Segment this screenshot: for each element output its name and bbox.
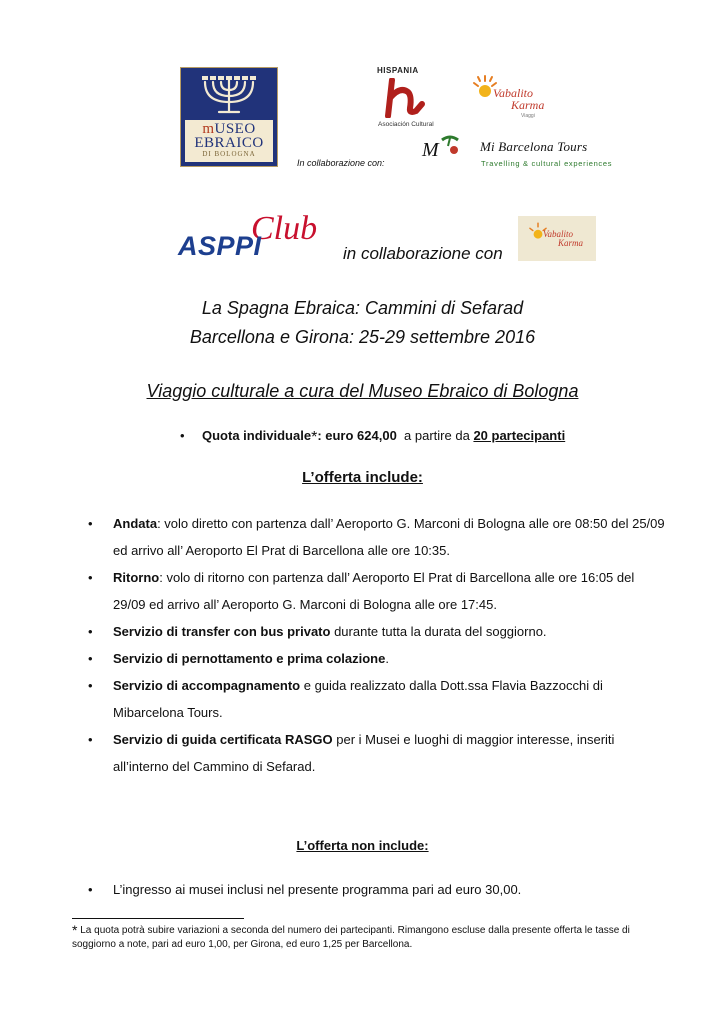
bullet-icon: • [88, 732, 93, 747]
title-line-3: Viaggio culturale a cura del Museo Ebraico di Bologna [146, 381, 579, 401]
item-text: : volo di ritorno con partenza dall’ Aeroporto El Prat di Barcellona alle ore 16:05 del 29/09 ed arrivo all’ Aeroporto G. Marconi di Bologna alle ore 17:45. [113, 570, 635, 612]
vabalito-line1: Vabalito [493, 86, 534, 100]
bullet-icon: • [180, 428, 185, 443]
bullet-icon: • [88, 624, 93, 639]
item-bold: Servizio di guida certificata RASGO [113, 732, 333, 747]
title-line-2: Barcellona e Girona: 25-29 settembre 2016 [189, 327, 536, 347]
collaboration-label: in collaborazione con [343, 244, 503, 263]
list-item [88, 564, 668, 618]
footnote-star: * [72, 922, 78, 938]
hispania-title: HISPANIA [377, 66, 419, 75]
bullet-icon: • [88, 516, 93, 531]
includes-heading: L’offerta include: [302, 469, 423, 486]
item-bold: Servizio di pernottamento e prima colazione [113, 651, 386, 666]
item-text: e guida realizzato dalla Dott.ssa Flavia Bazzocchi di Mibarcelona Tours. [113, 678, 603, 720]
museo-wordmark-useo: USEO [214, 121, 256, 137]
hispania-subtitle: Asociación Cultural [378, 121, 434, 128]
item-text: durante tutta la durata del soggiorno. [330, 624, 547, 639]
vabalito-small-line2: Karma [558, 238, 584, 248]
svg-text:M: M [422, 139, 439, 161]
museo-wordmark-ebraico: EBRAICO [194, 135, 264, 151]
collaboration-label-small: In collaborazione con: [297, 158, 385, 168]
list-item [88, 645, 668, 672]
bullet-icon: • [88, 570, 93, 585]
list-item [88, 726, 668, 780]
item-bold: Ritorno [113, 570, 160, 585]
mibarcelona-tagline: Travelling & cultural experiences [481, 159, 613, 168]
asppi-wordmark: ASPPI [178, 231, 262, 261]
quota-star: * [311, 429, 318, 446]
item-bold: Servizio di accompagnamento [113, 678, 301, 693]
quota-label: Quota individuale [202, 428, 312, 443]
title-line-1: La Spagna Ebraica: Cammini di Sefarad [201, 298, 524, 318]
mibarcelona-name: Mi Barcelona Tours [480, 139, 588, 154]
includes-list [88, 510, 668, 780]
vabalito-small-line1: Vabalito [543, 229, 574, 239]
item-text: : volo diretto con partenza dall’ Aeroporto G. Marconi di Bologna alle ore 08:50 del 25/09 ed arrivo all’ Aeroporto El Prat di Barcellona alle ore 10:35. [113, 516, 665, 558]
footnote-divider [72, 918, 244, 919]
footnote [72, 924, 662, 952]
quota-price: : euro 624,00 [317, 428, 397, 443]
museo-ebraico-logo [180, 67, 278, 167]
quota-line [180, 428, 566, 446]
bullet-icon: • [88, 678, 93, 693]
museo-wordmark-m: m [202, 121, 215, 137]
menorah-icon [181, 68, 277, 120]
list-item [88, 618, 668, 645]
museo-ebraico-wordmark [185, 120, 273, 162]
item-text: L’ingresso ai musei inclusi nel presente programma pari ad euro 30,00. [113, 882, 522, 897]
excludes-heading: L’offerta non include: [296, 838, 429, 853]
list-item [88, 510, 668, 564]
museo-wordmark-bologna: DI BOLOGNA [202, 150, 256, 158]
item-bold: Andata [113, 516, 158, 531]
quota-participants: 20 partecipanti [473, 428, 566, 443]
quota-from: a partire da [404, 428, 470, 443]
item-text: . [385, 651, 389, 666]
vabalito-line3: Viaggi [521, 113, 535, 119]
excludes-list [88, 876, 668, 903]
club-wordmark: Club [251, 210, 318, 247]
item-text: per i Musei e luoghi di maggior interesse, inseriti all’interno del Cammino di Sefarad. [113, 732, 615, 774]
bullet-icon: • [88, 882, 93, 897]
bullet-icon: • [88, 651, 93, 666]
item-bold: Servizio di transfer con bus privato [113, 624, 331, 639]
hispania-h-icon [378, 78, 428, 118]
list-item [88, 672, 668, 726]
vabalito-line2: Karma [511, 98, 545, 112]
footnote-text: La quota potrà subire variazioni a seconda del numero dei partecipanti. Rimangono escluse dalla presente offerta le tasse di soggiorno a note, pari ad euro 1,00, per Girona, ed euro 1,25 per Barcellona. [72, 925, 630, 950]
list-item [88, 876, 668, 903]
